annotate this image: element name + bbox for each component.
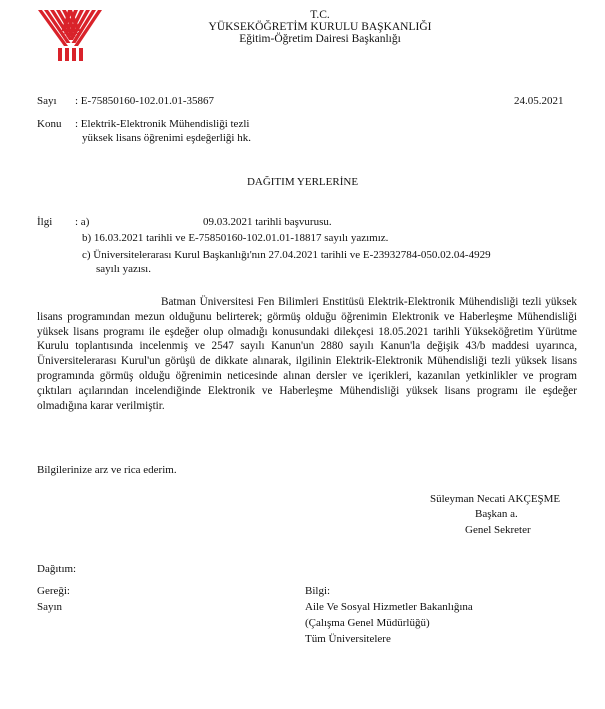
header-department: Eğitim-Öğretim Dairesi Başkanlığı [239, 33, 401, 45]
konu-label: Konu [37, 118, 62, 130]
ilgi-b: b) 16.03.2021 tarihli ve E-75850160-102.01.01-18817 sayılı yazımız. [82, 232, 389, 244]
signature-title-2: Genel Sekreter [465, 524, 531, 536]
yok-logo-icon [36, 8, 106, 63]
recipient-heading: DAĞITIM YERLERİNE [246, 176, 359, 188]
geregi-label: Gereği: [37, 585, 70, 597]
bilgi-item-2: (Çalışma Genel Müdürlüğü) [305, 617, 430, 629]
ilgi-c-line-1: c) Üniversitelerarası Kurul Başkanlığı'nın 27.04.2021 tarihli ve E-23932784-050.02.04-4929 [82, 249, 491, 261]
body-paragraph: Batman Üniversitesi Fen Bilimleri Enstitüsü Elektrik-Elektronik Mühendisliği tezli yüksek lisans programından mezun olduğunu belirterek; görmüş olduğu öğrenimin Elektronik ve Haberleşme Mühendisliği yüksek lisans programı ile eşdeğer olup olmadığı konusundaki dilekçesi 18.05.2021 tarihli Yükseköğretim Yürütme Kurulu toplantısında incelenmiş ve 2547 sayılı Kanun'un 2880 sayılı Kanun'la değişik 43/b maddesi uyarınca, Üniversitelerarası Kurul'un görüşü de dikkate alınarak, ilgilinin Elektrik-Elektronik Mühendisliği tezli yüksek lisans programında görmüş olduğu öğrenimin neticesinde alınan dersler ve içerikleri, kazanılan yetkinlikler ve program çıktıları açılarından incelendiğinde Elektronik ve Haberleşme Mühendisliği yüksek lisans programı ile eşdeğer olmadığına karar verilmiştir. [37, 296, 577, 412]
bilgi-item-1: Aile Ve Sosyal Hizmetler Bakanlığına [305, 601, 473, 613]
ilgi-a-prefix: : a) [75, 216, 90, 228]
konu-line-1: : Elektrik-Elektronik Mühendisliği tezli [75, 118, 250, 130]
sayi-value: : E-75850160-102.01.01-35867 [75, 95, 215, 107]
bilgi-label: Bilgi: [305, 585, 331, 597]
bilgi-item-3: Tüm Üniversitelere [305, 633, 391, 645]
sayi-label: Sayı [37, 95, 57, 107]
signature-name: Süleyman Necati AKÇEŞME [430, 493, 561, 505]
ilgi-label: İlgi [37, 216, 53, 228]
document-date: 24.05.2021 [514, 95, 564, 107]
closing-text: Bilgilerinize arz ve rica ederim. [37, 464, 177, 476]
header-institution: YÜKSEKÖĞRETİM KURULU BAŞKANLIĞI [208, 21, 432, 33]
signature-title-1: Başkan a. [475, 508, 518, 520]
header-tc: T.C. [310, 9, 330, 21]
ilgi-a-text: 09.03.2021 tarihli başvurusu. [203, 216, 332, 228]
ilgi-c-line-2: sayılı yazısı. [96, 263, 151, 275]
distribution-label: Dağıtım: [37, 563, 77, 575]
sayin-label: Sayın [37, 601, 63, 613]
konu-line-2: yüksek lisans öğrenimi eşdeğerliği hk. [82, 132, 251, 144]
